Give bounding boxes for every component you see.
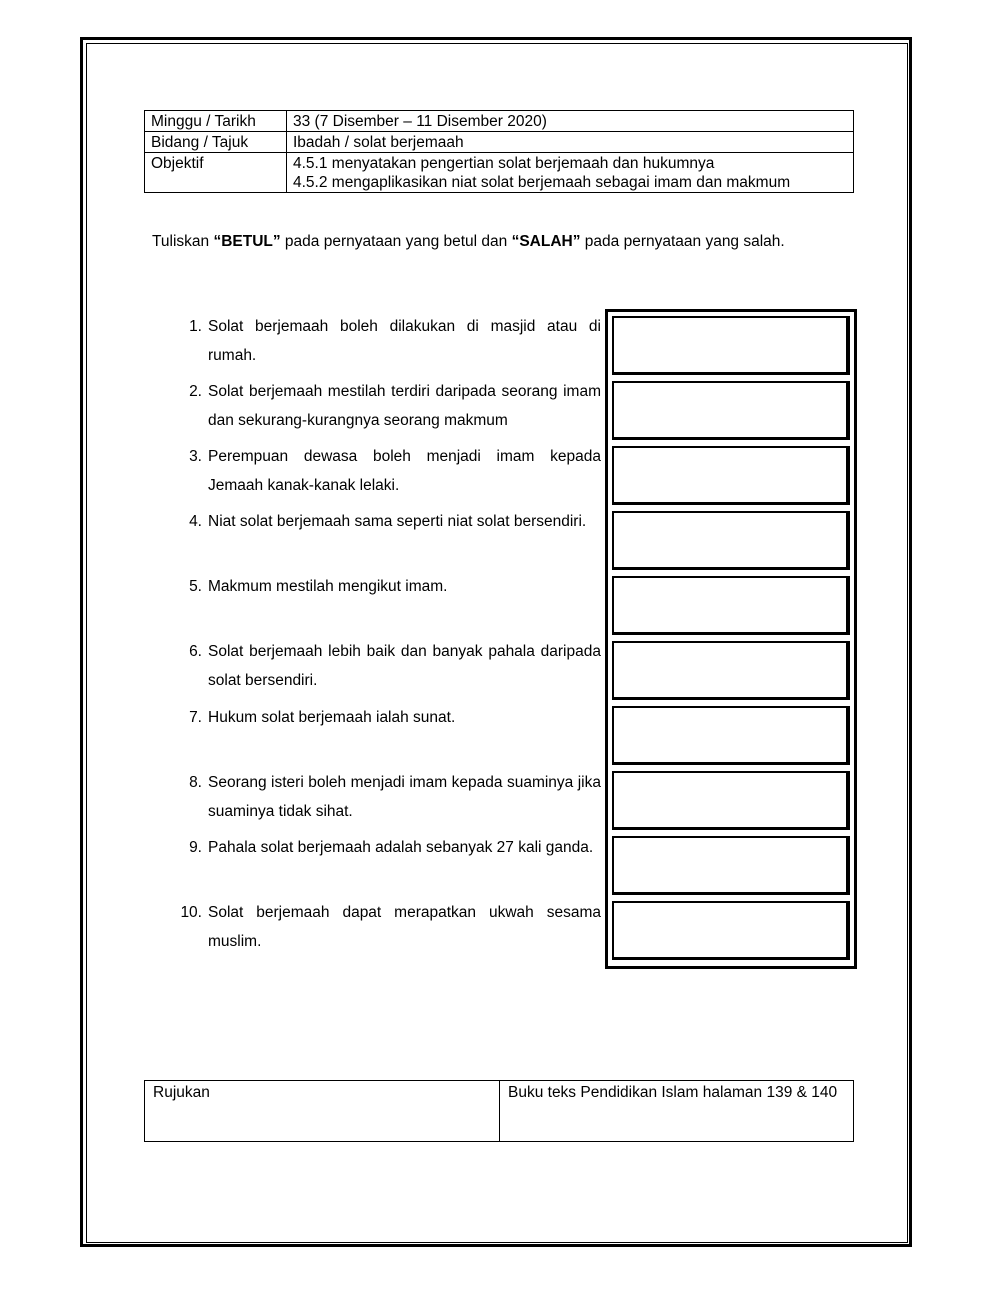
answer-column bbox=[605, 309, 857, 969]
answer-box-6[interactable] bbox=[612, 641, 850, 700]
answer-box-3[interactable] bbox=[612, 446, 850, 505]
question-number: 3. bbox=[189, 448, 202, 465]
instruction bbox=[152, 233, 785, 251]
table-row bbox=[145, 153, 854, 193]
question-text: Niat solat berjemaah sama seperti niat solat bersendiri. bbox=[208, 513, 587, 530]
instruction-text: Tuliskan bbox=[152, 233, 214, 250]
question-text: Seorang isteri boleh menjadi imam kepada suaminya jika suaminya tidak sihat. bbox=[208, 774, 601, 820]
question-text: Perempuan dewasa boleh menjadi imam kepada Jemaah kanak-kanak lelaki. bbox=[208, 448, 601, 494]
betul-keyword: “BETUL” bbox=[213, 233, 281, 250]
table-row bbox=[145, 132, 854, 153]
table-row bbox=[145, 111, 854, 132]
answer-box-8[interactable] bbox=[612, 771, 850, 830]
reference-label: Rujukan bbox=[145, 1081, 500, 1142]
answer-box-9[interactable] bbox=[612, 836, 850, 895]
question-number: 7. bbox=[189, 709, 202, 726]
answer-box-2[interactable] bbox=[612, 381, 850, 440]
question-number: 4. bbox=[189, 513, 202, 530]
table-row bbox=[145, 1081, 854, 1142]
objective-item: 4.5.1 menyatakan pengertian solat berjemaah dan hukumnya bbox=[293, 155, 715, 172]
question-number: 1. bbox=[189, 318, 202, 335]
answer-box-10[interactable] bbox=[612, 901, 850, 960]
salah-keyword: “SALAH” bbox=[511, 233, 581, 250]
question-number: 10. bbox=[180, 904, 202, 921]
question-text: Solat berjemaah dapat merapatkan ukwah sesama muslim. bbox=[208, 904, 601, 950]
question-text: Solat berjemaah boleh dilakukan di masjid atau di rumah. bbox=[208, 318, 601, 364]
header-table bbox=[144, 110, 854, 193]
question-number: 2. bbox=[189, 383, 202, 400]
instruction-text: pada pernyataan yang salah. bbox=[580, 233, 785, 250]
instruction-text: pada pernyataan yang betul dan bbox=[280, 233, 512, 250]
objective-value bbox=[287, 153, 854, 193]
question-text: Hukum solat berjemaah ialah sunat. bbox=[208, 709, 456, 726]
topic-label: Bidang / Tajuk bbox=[145, 132, 287, 153]
question-text: Makmum mestilah mengikut imam. bbox=[208, 578, 448, 595]
question-number: 6. bbox=[189, 643, 202, 660]
question-number: 8. bbox=[189, 774, 202, 791]
reference-table bbox=[144, 1080, 854, 1142]
answer-box-7[interactable] bbox=[612, 706, 850, 765]
week-date-value: 33 (7 Disember – 11 Disember 2020) bbox=[287, 111, 854, 132]
question-text: Pahala solat berjemaah adalah sebanyak 27 kali ganda. bbox=[208, 839, 594, 856]
question-number: 9. bbox=[189, 839, 202, 856]
objective-label: Objektif bbox=[145, 153, 287, 193]
answer-box-1[interactable] bbox=[612, 316, 850, 375]
objective-item: 4.5.2 mengaplikasikan niat solat berjemaah sebagai imam dan makmum bbox=[293, 174, 791, 191]
topic-value: Ibadah / solat berjemaah bbox=[287, 132, 854, 153]
question-number: 5. bbox=[189, 578, 202, 595]
question-text: Solat berjemaah mestilah terdiri daripada seorang imam dan sekurang-kurangnya seorang makmum bbox=[208, 383, 601, 429]
answer-box-5[interactable] bbox=[612, 576, 850, 635]
week-date-label: Minggu / Tarikh bbox=[145, 111, 287, 132]
question-text: Solat berjemaah lebih baik dan banyak pahala daripada solat bersendiri. bbox=[208, 643, 601, 689]
reference-value: Buku teks Pendidikan Islam halaman 139 & 140 bbox=[500, 1081, 854, 1142]
answer-box-4[interactable] bbox=[612, 511, 850, 570]
